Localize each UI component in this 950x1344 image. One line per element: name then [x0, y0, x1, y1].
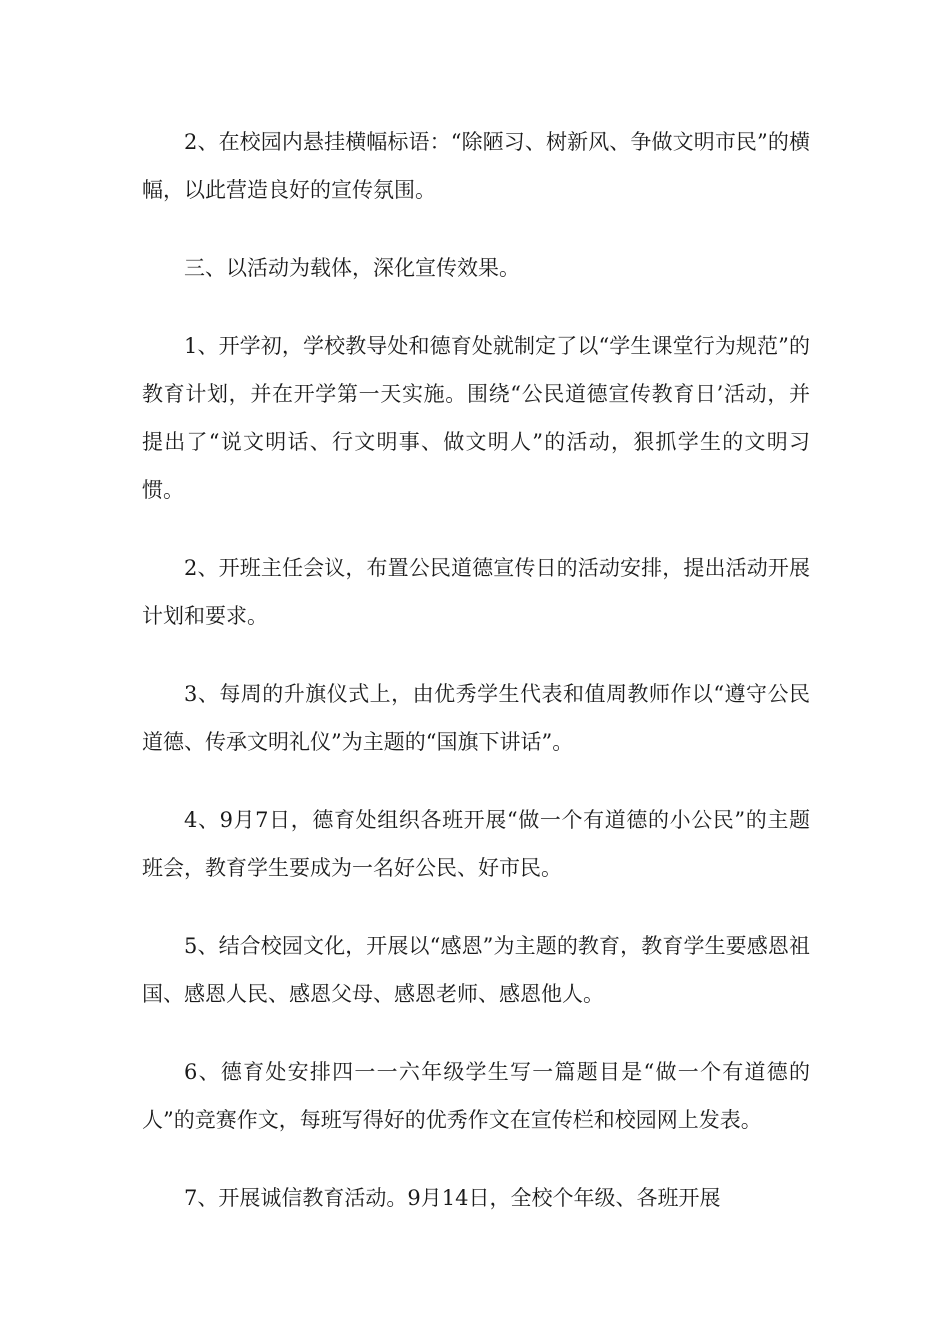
paragraph-item-4: 4、9月7日，德育处组织各班开展“做一个有道德的小公民”的主题班会，教育学生要成为一名好公民、好市民。	[142, 808, 810, 880]
paragraph-item-5: 5、结合校园文化，开展以“感恩”为主题的教育，教育学生要感恩祖国、感恩人民、感恩父母、感恩老师、感恩他人。	[142, 934, 810, 1006]
paragraph-item-3: 3、每周的升旗仪式上，由优秀学生代表和值周教师作以“遵守公民道德、传承文明礼仪”为主题的“国旗下讲话”。	[142, 682, 810, 754]
paragraph-item-2: 2、开班主任会议，布置公民道德宣传日的活动安排，提出活动开展计划和要求。	[142, 556, 810, 628]
document-body	[142, 118, 810, 1252]
paragraph-item-1: 1、开学初，学校教导处和德育处就制定了以“学生课堂行为规范”的教育计划，并在开学第一天实施。围绕“公民道德宣传教育日’活动，并提出了“说文明话、行文明事、做文明人”的活动，狠抓学生的文明习惯。	[142, 334, 810, 502]
paragraph-item-6: 6、德育处安排四一一六年级学生写一篇题目是“做一个有道德的人”的竞赛作文，每班写得好的优秀作文在宣传栏和校园网上发表。	[142, 1060, 810, 1132]
paragraph-banner: 2、在校园内悬挂横幅标语：“除陋习、树新风、争做文明市民”的横幅，以此营造良好的宣传氛围。	[142, 130, 810, 202]
section-heading-activities: 三、以活动为载体，深化宣传效果。	[184, 256, 520, 280]
paragraph-item-7: 7、开展诚信教育活动。9月14日，全校个年级、各班开展	[184, 1186, 721, 1210]
